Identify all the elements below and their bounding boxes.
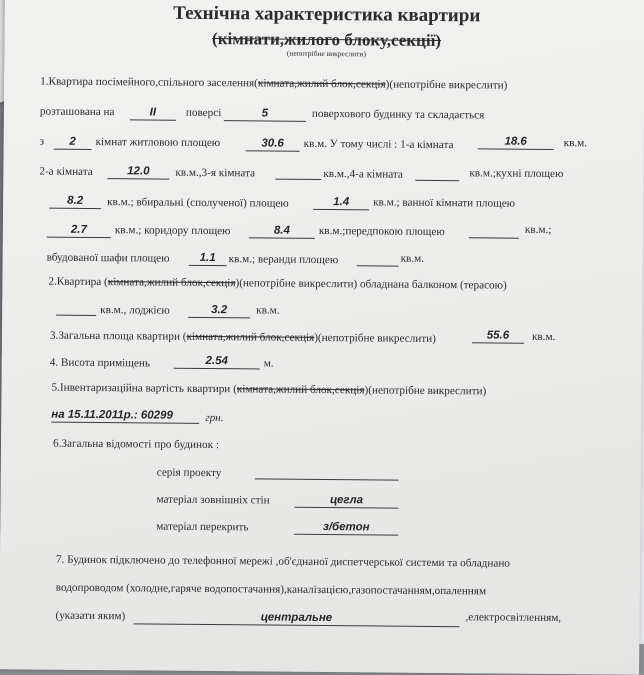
kitchen-value: 8.2	[49, 195, 101, 209]
room4-blank	[415, 168, 459, 181]
subtitle-struck: (кімнати,жилого блоку,секції)	[212, 29, 442, 51]
section1-line1	[40, 76, 507, 92]
s1-line2-a: розташована на	[39, 105, 115, 119]
s5-suffix: )(непотрібне викреслити)	[364, 384, 487, 398]
section7-line3-a: (указати яким)	[55, 609, 126, 623]
s4-unit: м.	[263, 357, 274, 370]
s5-prefix: 5.Інвентаризаційна вартість квартири (	[51, 381, 237, 396]
s1-line4-d: кв.м.;кухні площею	[469, 167, 564, 181]
s1-line4-a: 2-а кімната	[39, 165, 93, 178]
s2-line2-a: кв.м., лоджією	[100, 304, 170, 317]
s1-line5-a: кв.м.; вбиральні (сполученої) площею	[107, 196, 289, 210]
document-title: Технічна характеристика квартири	[173, 2, 481, 27]
living-area-value: 30.6	[246, 137, 300, 151]
s1-line5-b: кв.м.; ванної кімнати площею	[373, 196, 516, 210]
s1-prefix: 1.Квартира посімейного,спільного заселення(	[40, 75, 258, 90]
wall-material-value: цегла	[294, 494, 398, 509]
section3-line	[50, 330, 436, 345]
s1-line6-a: кв.м.; коридору площею	[114, 224, 231, 238]
wardrobe-value: 1.1	[189, 252, 227, 266]
s5-unit: грн.	[205, 411, 224, 425]
rooms-value: 2	[54, 136, 92, 150]
s1-line7-b: кв.м.; веранди площею	[228, 253, 339, 267]
room2-value: 12.0	[107, 165, 169, 180]
s1-line2-c: поверхового будинку та складається	[311, 107, 485, 122]
s3-unit: кв.м.	[531, 330, 556, 344]
s1-line3-d: кв.м.	[563, 137, 588, 150]
s6-project-label: серія проекту	[156, 466, 222, 480]
project-blank	[255, 466, 399, 480]
s6-floors-label: матеріал перекрить	[156, 520, 249, 534]
veranda-blank	[357, 253, 399, 266]
s1-struck: кімната,жилий блок,секція	[257, 77, 386, 91]
s1-line6-c: кв.м.;	[524, 223, 552, 236]
s1-line4-c: кв.м.,4-а кімната	[323, 168, 403, 181]
s1-line6-b: кв.м.;передпокою площею	[318, 224, 445, 239]
loggia-value: 3.2	[188, 304, 250, 319]
inventory-value: на 15.11.2011р.: 60299	[51, 409, 199, 424]
s3-suffix: )(непотрібне викреслити)	[314, 331, 436, 345]
toilet-value: 1.4	[313, 196, 369, 210]
s2-struck: кімната,жилий блок,секція	[107, 276, 236, 290]
heating-value: центральне	[133, 610, 459, 627]
floor-value: II	[130, 106, 176, 120]
s5-struck: кімната,жилий блок,секція	[236, 383, 365, 397]
room3-blank	[275, 167, 321, 180]
floor-material-value: з/бетон	[294, 521, 398, 536]
s1-line4-b: кв.м.,3-я кімната	[175, 166, 256, 180]
hallway-blank	[469, 225, 519, 238]
s6-walls-label: матеріал зовнішніх стін	[156, 493, 270, 507]
s1-line7-c: кв.м.	[400, 252, 425, 265]
s2-suffix: )(непотрібне викреслити) обладнана балконом (терасою)	[235, 277, 507, 292]
height-value: 2.54	[174, 355, 260, 370]
s1-suffix: )(непотрібне викреслити)	[385, 78, 508, 92]
balcony-blank	[56, 303, 96, 316]
s1-line3-a: з	[39, 135, 45, 148]
s1-line2-b: поверсі	[185, 106, 222, 120]
section5-line	[51, 382, 486, 398]
section4-label: 4. Висота приміщень	[49, 356, 151, 370]
s1-line3-c: кв.м. У тому числі : 1-а кімната	[303, 137, 454, 152]
s3-prefix: 3.Загальна площа квартири (	[49, 329, 187, 343]
subtitle-note: (непотрібне викреслити)	[286, 48, 367, 59]
section2-line1	[48, 276, 506, 292]
storeys-value: 5	[224, 107, 306, 122]
section7-line2: водопроводом (холодне,гаряче водопостачання),каналізацією,газопостачанням,опаленням	[55, 581, 487, 598]
s3-struck: кімната,жилий блок,секція	[186, 330, 315, 344]
s1-line7-a: вбудованої шафи площею	[46, 251, 170, 265]
section7-line1: 7. Будинок підключено до телефонної мережі ,об'єднаної диспетчерської системи та обладнано	[55, 553, 510, 570]
bathroom-value: 2.7	[47, 224, 111, 239]
s2-line2-b: кв.м.	[256, 304, 280, 317]
room1-value: 18.6	[478, 135, 554, 150]
s2-prefix: 2.Квартира (	[48, 275, 108, 289]
section6-heading: 6.Загальна відомості про будинок :	[52, 437, 220, 452]
total-area-value: 55.6	[472, 329, 524, 343]
s1-line3-b: кімнат житловою площею	[95, 136, 221, 150]
corridor-value: 8.4	[249, 224, 315, 239]
section7-line3-b: ,електросвітленням,	[465, 611, 562, 625]
